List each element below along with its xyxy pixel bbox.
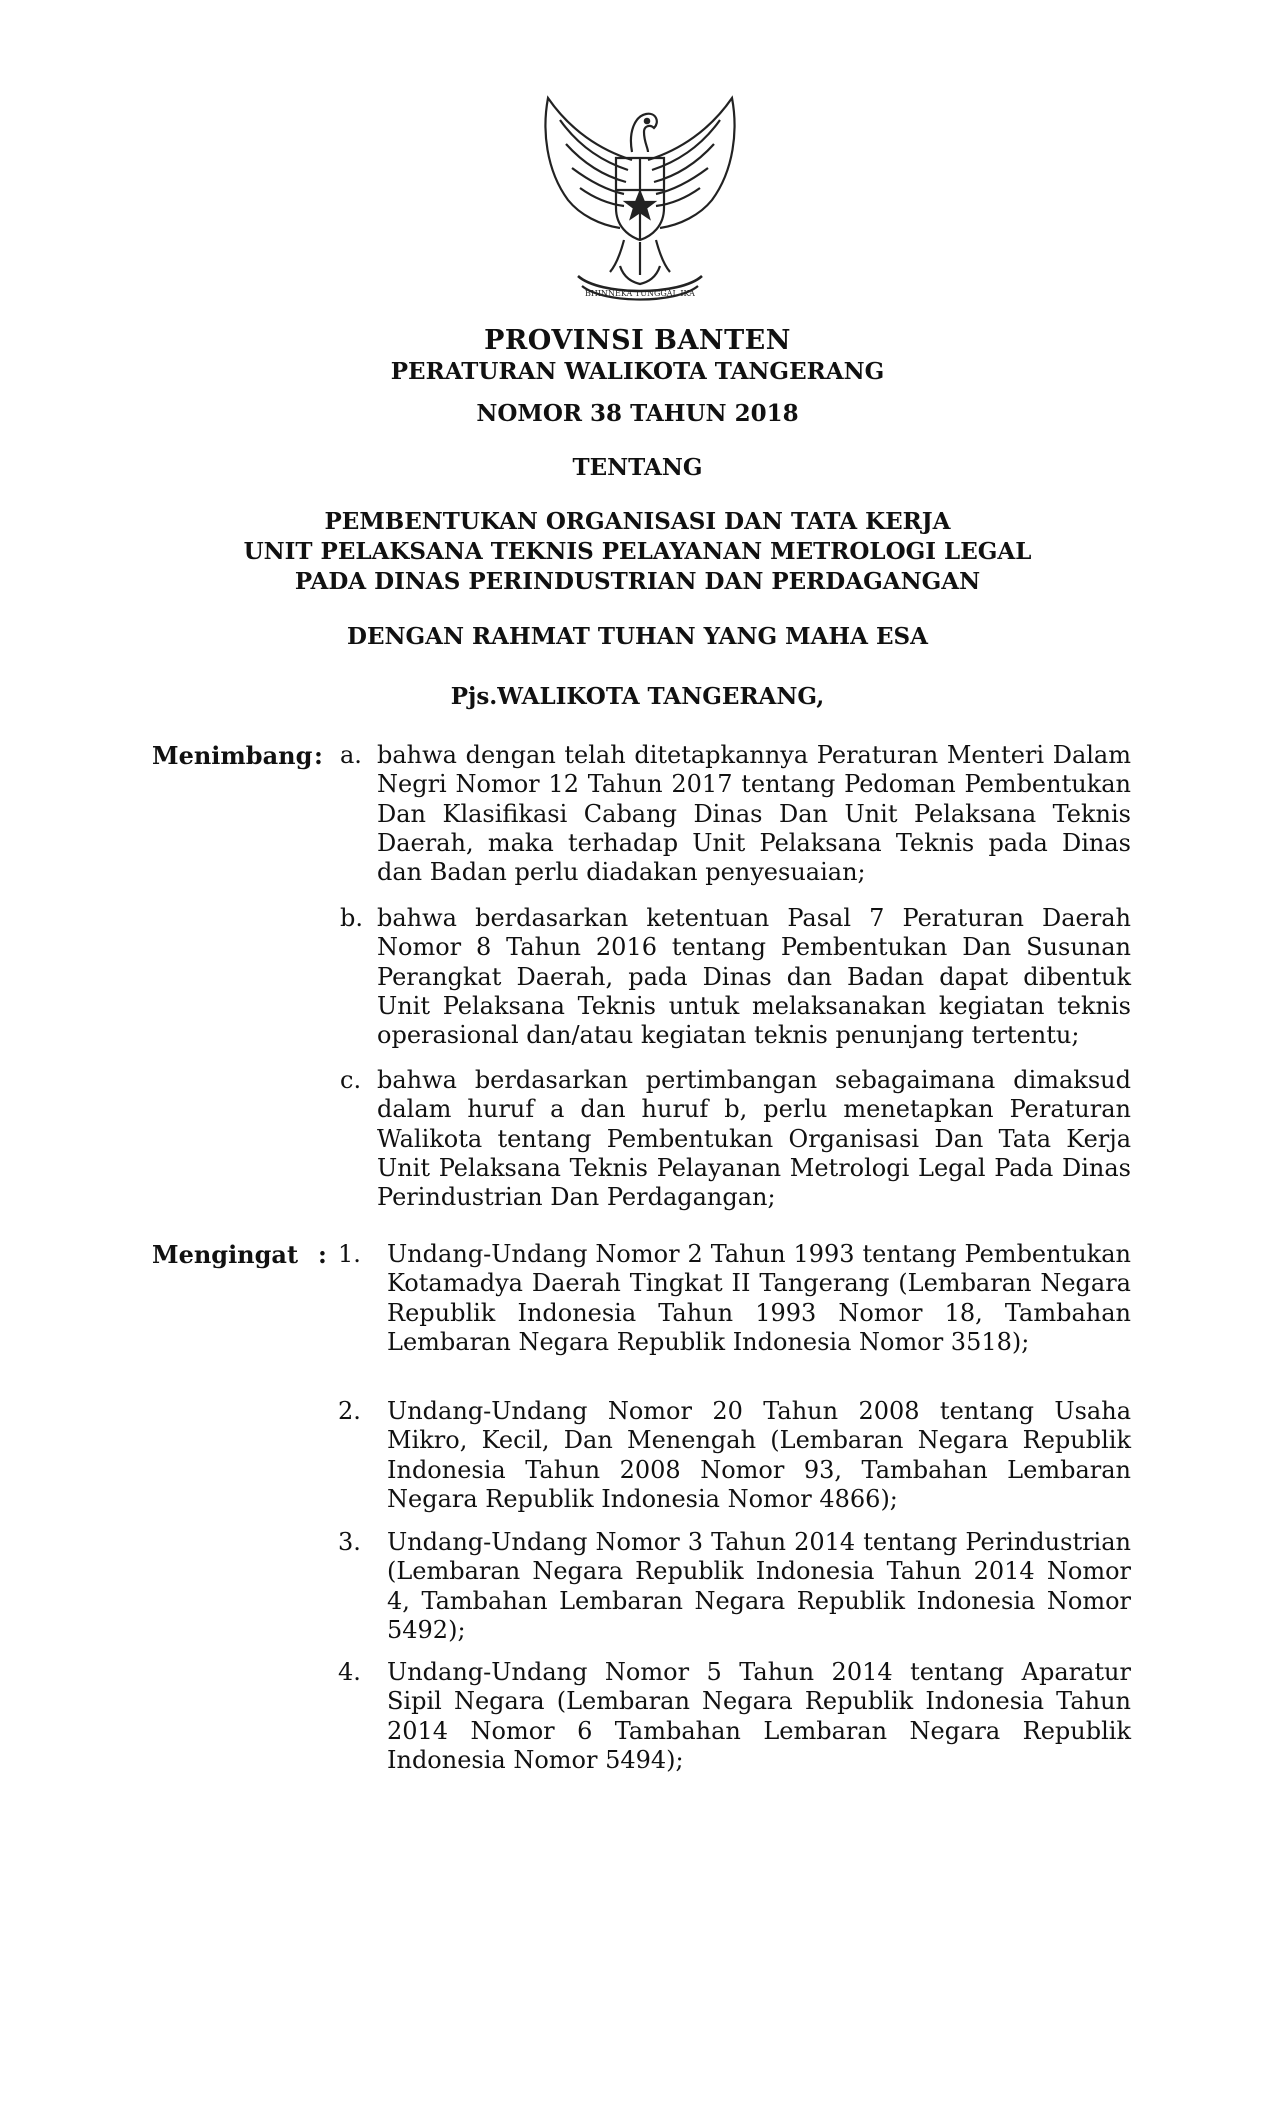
official-title: Pjs.WALIKOTA TANGERANG, (450, 683, 825, 710)
province-title: PROVINSI BANTEN (484, 325, 791, 356)
menimbang-label: Menimbang (152, 741, 313, 770)
item-marker: 3. (338, 1528, 361, 1556)
subject-line: UNIT PELAKSANA TEKNIS PELAYANAN METROLOGI LEGAL (243, 538, 1032, 565)
menimbang-colon: : (314, 741, 323, 770)
menimbang-item-a: bahwa dengan telah ditetapkannya Peraturan Menteri Dalam Negri Nomor 12 Tahun 2017 tentang Pedoman Pembentukan Dan Klasifikasi Cabang Dinas Dan Unit Pelaksana Teknis Daerah, maka terhadap Unit Pelaksana Teknis pada Dinas dan Badan perlu diadakan penyesuaian; (377, 741, 1131, 887)
subject-line: PADA DINAS PERINDUSTRIAN DAN PERDAGANGAN (294, 568, 981, 595)
item-marker: b. (340, 904, 363, 932)
item-marker: c. (340, 1066, 362, 1094)
subject-line: PEMBENTUKAN ORGANISASI DAN TATA KERJA (324, 508, 951, 535)
mengingat-item-4: Undang-Undang Nomor 5 Tahun 2014 tentang Aparatur Sipil Negara (Lembaran Negara Republik Indonesia Tahun 2014 Nomor 6 Tambahan Lembaran Negara Republik Indonesia Nomor 5494); (387, 1658, 1131, 1774)
mengingat-item-3: Undang-Undang Nomor 3 Tahun 2014 tentang Perindustrian (Lembaran Negara Republik Indonesia Tahun 2014 Nomor 4, Tambahan Lembaran Negara Republik Indonesia Nomor 5492); (387, 1528, 1131, 1644)
mengingat-item-2: Undang-Undang Nomor 20 Tahun 2008 tentang Usaha Mikro, Kecil, Dan Menengah (Lembaran Negara Republik Indonesia Tahun 2008 Nomor 93, Tambahan Lembaran Negara Republik Indonesia Nomor 4866); (387, 1397, 1131, 1513)
regulation-subject (0, 507, 1275, 597)
mengingat-colon: : (318, 1240, 327, 1269)
mengingat-label: Mengingat (152, 1240, 299, 1269)
regulation-number: NOMOR 38 TAHUN 2018 (476, 400, 799, 427)
item-marker: 2. (338, 1397, 361, 1425)
blessing-line: DENGAN RAHMAT TUHAN YANG MAHA ESA (347, 623, 928, 650)
item-marker: 4. (338, 1658, 361, 1686)
item-marker: a. (340, 741, 362, 769)
item-marker: 1. (338, 1240, 361, 1268)
regulation-title: PERATURAN WALIKOTA TANGERANG (390, 358, 885, 385)
about-heading: TENTANG (572, 454, 703, 481)
emblem-motto: BHINNEKA TUNGGAL IKA (585, 289, 695, 298)
mengingat-item-1: Undang-Undang Nomor 2 Tahun 1993 tentang Pembentukan Kotamadya Daerah Tingkat II Tangerang (Lembaran Negara Republik Indonesia Tahun 1993 Nomor 18, Tambahan Lembaran Negara Republik Indonesia Nomor 3518); (387, 1240, 1131, 1356)
menimbang-item-b: bahwa berdasarkan ketentuan Pasal 7 Peraturan Daerah Nomor 8 Tahun 2016 tentang Pembentukan Dan Susunan Perangkat Daerah, pada Dinas dan Badan dapat dibentuk Unit Pelaksana Teknis untuk melaksanakan kegiatan teknis operasional dan/atau kegiatan teknis penunjang tertentu; (377, 904, 1131, 1050)
garuda-pancasila-emblem (520, 90, 760, 310)
menimbang-item-c: bahwa berdasarkan pertimbangan sebagaimana dimaksud dalam huruf a dan huruf b, perlu menetapkan Peraturan Walikota tentang Pembentukan Organisasi Dan Tata Kerja Unit Pelaksana Teknis Pelayanan Metrologi Legal Pada Dinas Perindustrian Dan Perdagangan; (377, 1066, 1131, 1212)
